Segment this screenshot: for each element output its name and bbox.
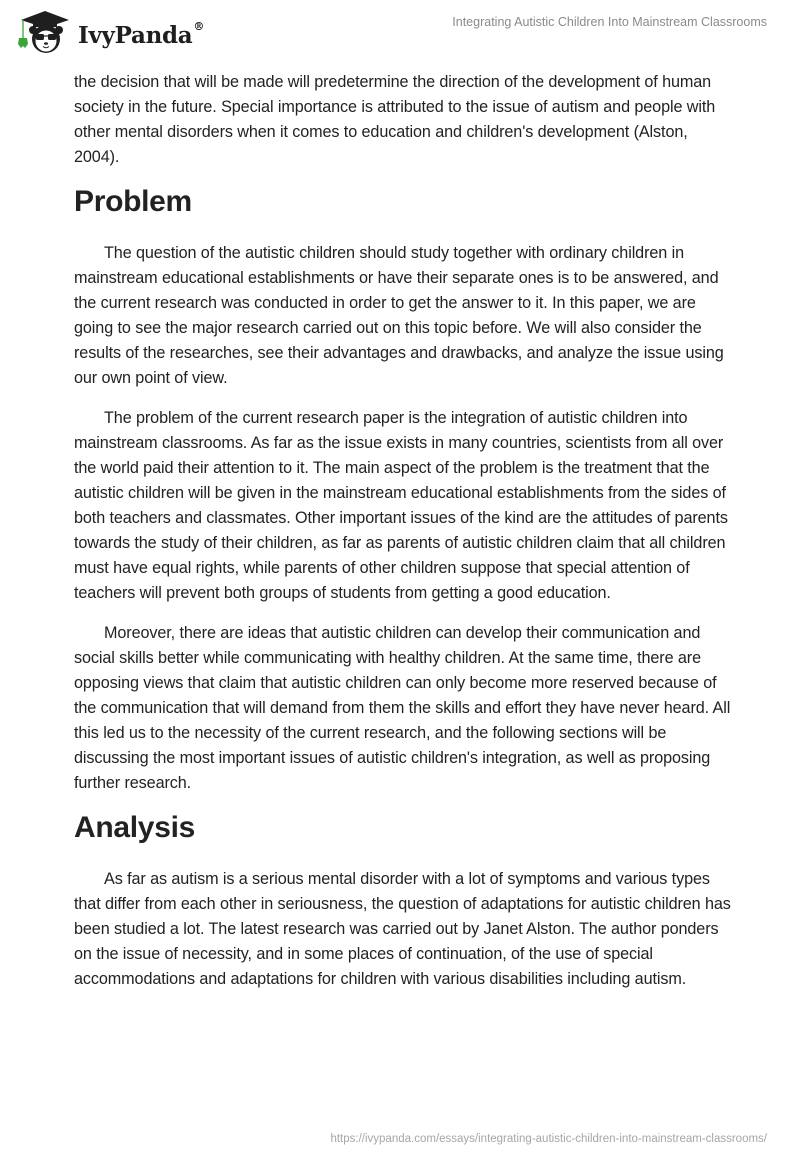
- brand-name: IvyPanda®: [78, 19, 205, 49]
- paragraph: As far as autism is a serious mental disorder with a lot of symptoms and various types that differ from each other in seriousness, the question of adaptations for autistic children has been studied a lot. The latest research was carried out by Janet Alston. The author ponders on the issue of necessity, and in some places of continuation, of the use of special accommodations and adaptations for children with various disabilities including autism.: [74, 870, 731, 988]
- paragraph: The problem of the current research paper is the integration of autistic children into mainstream classrooms. As far as the issue exists in many countries, scientists from all over the world paid their attention to it. The main aspect of the problem is the treatment that the autistic children will be given in the mainstream educational establishments from the sides of both teachers and classmates. Other important issues of the kind are the attitudes of parents towards the study of their children, as far as parents of autistic children claim that all children must have equal rights, while parents of other children suppose that special attention of teachers will prevent both groups of students from getting a good education.: [74, 409, 728, 602]
- document-title: Integrating Autistic Children Into Mainstream Classrooms: [452, 15, 767, 29]
- paragraph: Moreover, there are ideas that autistic children can develop their communication and social skills better while communicating with healthy children. At the same time, there are opposing views that claim that autistic children can only become more reserved because of the communication that will demand from them the skills and effort they have never heard. All this led us to the necessity of the current research, and the following sections will be discussing the most important issues of autistic children's integration, as well as proposing further research.: [74, 624, 731, 792]
- paragraph: The question of the autistic children should study together with ordinary children in mainstream educational establishments or have their separate ones is to be answered, and the current research was conducted in order to get the answer to it. In this paper, we are going to see the major research carried out on this topic before. We will also consider the results of the researches, see their advantages and drawbacks, and analyze the issue using our own point of view.: [74, 244, 724, 387]
- essay-body: [74, 70, 734, 1007]
- section-heading-analysis: Analysis: [74, 811, 195, 844]
- panda-graduate-icon: [16, 8, 74, 56]
- source-url-link[interactable]: https://ivypanda.com/essays/integrating-autistic-children-into-mainstream-classrooms/: [330, 1133, 767, 1145]
- intro-paragraph: the decision that will be made will predetermine the direction of the development of human society in the future. Special importance is attributed to the issue of autism and people with other mental disorders when it comes to education and children's development (Alston, 2004).: [74, 73, 716, 166]
- ivypanda-logo[interactable]: [16, 8, 204, 56]
- page-header: [0, 0, 800, 60]
- section-heading-problem: Problem: [74, 185, 192, 218]
- registered-mark: ®: [193, 19, 205, 33]
